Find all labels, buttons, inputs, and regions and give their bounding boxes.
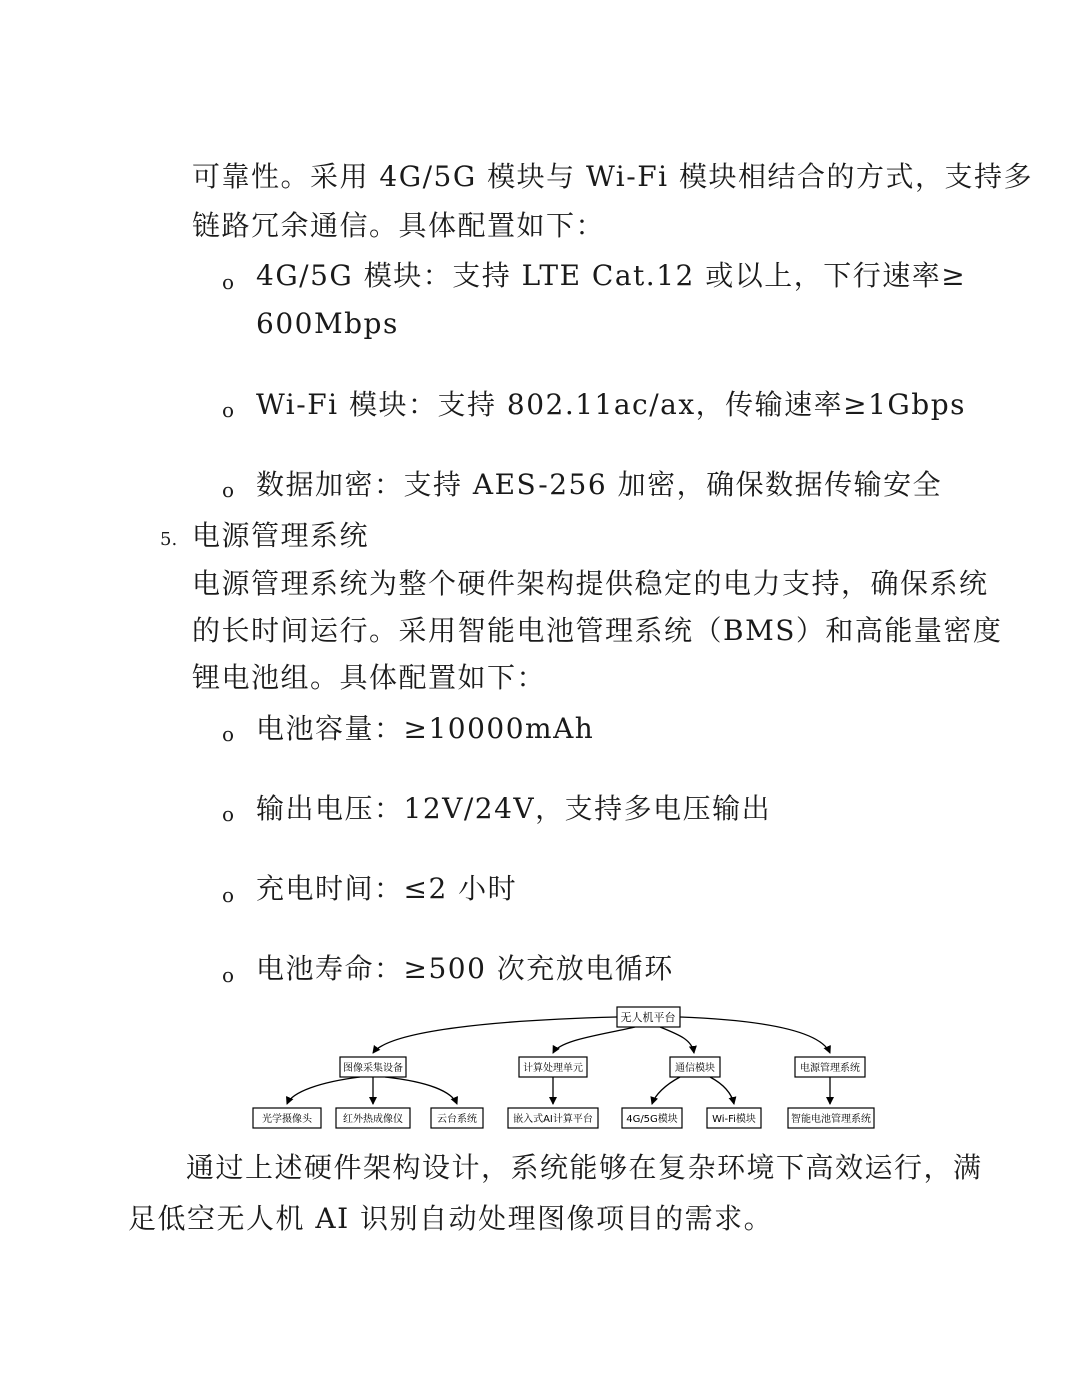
bullet-marker: o xyxy=(222,270,235,294)
list-item: 数据加密：支持 AES-256 加密，确保数据传输安全 xyxy=(256,468,943,501)
bullet-marker: o xyxy=(222,478,235,502)
diagram-node-label: 红外热成像仪 xyxy=(343,1114,403,1125)
diagram-node-level1 xyxy=(795,1057,865,1077)
diagram-node-label: 智能电池管理系统 xyxy=(791,1114,871,1125)
diagram-node-level2 xyxy=(788,1108,874,1128)
diagram-node-label: 电源管理系统 xyxy=(800,1063,860,1074)
diagram-node-label: 嵌入式AI计算平台 xyxy=(513,1114,593,1125)
bullet-marker: o xyxy=(222,883,235,907)
section-heading: 电源管理系统 xyxy=(192,519,370,552)
list-item: 电池容量：≥10000mAh xyxy=(256,712,595,745)
diagram-node-level2 xyxy=(431,1108,483,1128)
bullet-marker: o xyxy=(222,802,235,826)
diagram-node-level1 xyxy=(670,1057,720,1077)
diagram-node-level2 xyxy=(336,1108,410,1128)
list-item-continuation: 600Mbps xyxy=(256,307,399,340)
paragraph-line: 的长时间运行。采用智能电池管理系统（BMS）和高能量密度 xyxy=(192,614,1003,647)
diagram-node-label: 云台系统 xyxy=(437,1114,477,1125)
diagram-root-node xyxy=(617,1007,680,1027)
diagram-node-label: 图像采集设备 xyxy=(343,1063,403,1074)
diagram-node-level2 xyxy=(707,1108,761,1128)
paragraph-line: 可靠性。采用 4G/5G 模块与 Wi-Fi 模块相结合的方式，支持多 xyxy=(192,160,1033,193)
paragraph-line: 锂电池组。具体配置如下： xyxy=(192,661,547,694)
paragraph-line: 通过上述硬件架构设计，系统能够在复杂环境下高效运行，满 xyxy=(186,1151,983,1184)
diagram-node-label: 4G/5G模块 xyxy=(626,1114,678,1125)
diagram-node-label: 计算处理单元 xyxy=(523,1063,583,1074)
diagram-node-label: 光学摄像头 xyxy=(262,1114,312,1125)
list-item: 电池寿命：≥500 次充放电循环 xyxy=(256,952,674,985)
list-item: 4G/5G 模块：支持 LTE Cat.12 或以上，下行速率≥ xyxy=(256,259,967,292)
paragraph-line: 足低空无人机 AI 识别自动处理图像项目的需求。 xyxy=(128,1202,774,1235)
list-item: Wi-Fi 模块：支持 802.11ac/ax，传输速率≥1Gbps xyxy=(256,388,967,421)
paragraph-line: 电源管理系统为整个硬件架构提供稳定的电力支持，确保系统 xyxy=(192,567,989,600)
diagram-node-level2 xyxy=(622,1108,682,1128)
bullet-marker: o xyxy=(222,722,235,746)
section-number: 5. xyxy=(160,529,178,550)
diagram-node-level1 xyxy=(519,1057,587,1077)
list-item: 输出电压：12V/24V，支持多电压输出 xyxy=(256,792,772,825)
diagram-node-level1 xyxy=(340,1057,406,1077)
diagram-node-level2 xyxy=(508,1108,598,1128)
paragraph-line: 链路冗余通信。具体配置如下： xyxy=(192,209,606,242)
diagram-node-level2 xyxy=(253,1108,321,1128)
bullet-marker: o xyxy=(222,963,235,987)
diagram-node-label: Wi-Fi模块 xyxy=(712,1114,756,1125)
list-item: 充电时间：≤2 小时 xyxy=(256,872,518,905)
bullet-marker: o xyxy=(222,398,235,422)
diagram-node-label: 通信模块 xyxy=(675,1063,715,1074)
diagram-root-label: 无人机平台 xyxy=(620,1011,676,1024)
